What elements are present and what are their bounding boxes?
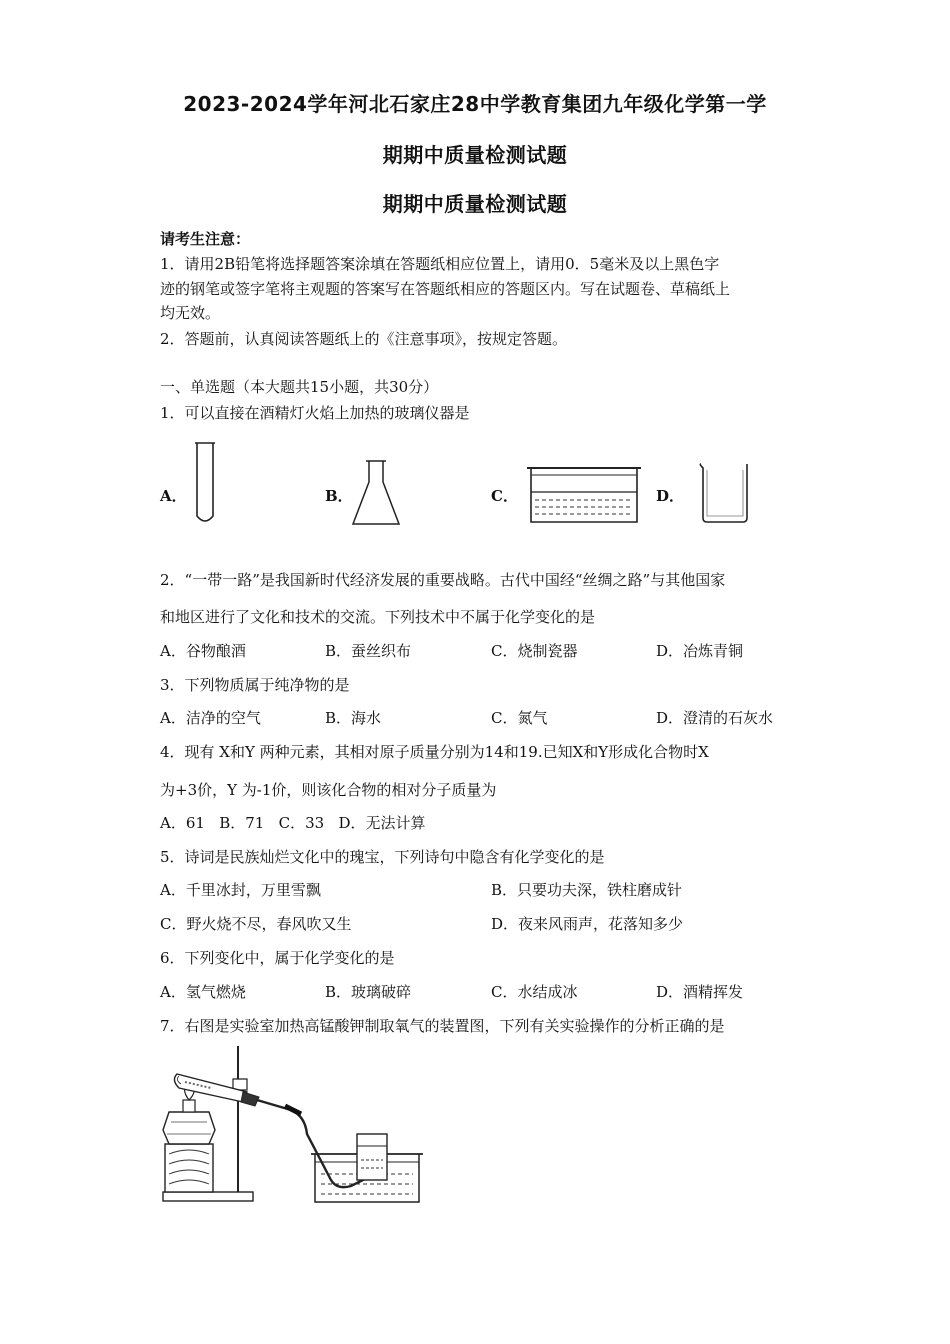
q1-label-c: C． — [491, 487, 518, 505]
notice-item-1-line-1: 1．请用2B铅笔将选择题答案涂填在答题纸相应位置上，请用0．5毫米及以上黑色字 — [160, 255, 720, 273]
q1-label-d: D． — [656, 487, 685, 505]
q7-stem: 7．右图是实验室加热高锰酸钾制取氧气的装置图，下列有关实验操作的分析正确的是 — [160, 1017, 725, 1035]
q4-stem-line-1: 4．现有 X和Y 两种元素，其相对原子质量分别为14和19.已知X和Y形成化合物时X — [160, 743, 709, 761]
q5-option-a: A．千里冰封，万里雪飘 — [160, 881, 321, 899]
q2-option-d: D．冶炼青铜 — [656, 642, 744, 660]
q2-option-c: C．烧制瓷器 — [491, 642, 578, 660]
title-line-3: 期期中质量检测试题 — [382, 192, 568, 216]
q1-stem: 1．可以直接在酒精灯火焰上加热的玻璃仪器是 — [160, 404, 470, 422]
q2-stem-line-1: 2．“一带一路”是我国新时代经济发展的重要战略。古代中国经“丝绸之路”与其他国家 — [160, 571, 726, 589]
notice-item-1-line-2: 迹的钢笔或签字笔将主观题的答案写在答题纸相应的答题区内。写在试题卷、草稿纸上 — [160, 280, 731, 298]
q3-option-b: B．海水 — [325, 709, 382, 727]
q2-stem-line-2: 和地区进行了文化和技术的交流。下列技术中不属于化学变化的是 — [160, 608, 596, 626]
q6-option-c: C．水结成冰 — [491, 983, 578, 1001]
q6-option-a: A．氢气燃烧 — [160, 983, 246, 1001]
notice-item-2: 2．答题前，认真阅读答题纸上的《注意事项》，按规定答题。 — [160, 330, 568, 348]
q4-options: A．61 B．71 C．33 D．无法计算 — [160, 814, 426, 832]
q5-option-c: C．野火烧不尽，春风吹又生 — [160, 915, 352, 933]
notice-heading: 请考生注意： — [160, 230, 251, 248]
conical-flask-icon — [350, 458, 402, 528]
q1-label-b: B． — [325, 487, 353, 505]
q5-option-b: B．只要功夫深，铁柱磨成针 — [491, 881, 683, 899]
oxygen-apparatus-diagram — [155, 1042, 425, 1207]
title-line-2: 期期中质量检测试题 — [382, 143, 568, 167]
notice-item-1-line-3: 均无效。 — [160, 304, 221, 322]
beaker-icon — [697, 460, 753, 526]
q6-option-b: B．玻璃破碎 — [325, 983, 412, 1001]
q3-option-c: C．氮气 — [491, 709, 548, 727]
q2-option-b: B．蚕丝织布 — [325, 642, 412, 660]
q5-stem: 5．诗词是民族灿烂文化中的瑰宝，下列诗句中隐含有化学变化的是 — [160, 848, 605, 866]
q6-stem: 6．下列变化中，属于化学变化的是 — [160, 949, 395, 967]
q1-label-a: A． — [160, 487, 187, 505]
q6-option-d: D．酒精挥发 — [656, 983, 744, 1001]
q3-stem: 3．下列物质属于纯净物的是 — [160, 676, 350, 694]
title-line-1: 2023-2024学年河北石家庄28中学教育集团九年级化学第一学 — [183, 92, 767, 116]
q2-option-a: A．谷物酿酒 — [160, 642, 246, 660]
q3-option-a: A．洁净的空气 — [160, 709, 261, 727]
q4-stem-line-2: 为+3价，Y 为-1价，则该化合物的相对分子质量为 — [160, 781, 497, 799]
q3-option-d: D．澄清的石灰水 — [656, 709, 774, 727]
q5-option-d: D．夜来风雨声，花落知多少 — [491, 915, 684, 933]
section-heading: 一、单选题（本大题共15小题，共30分） — [160, 378, 439, 396]
test-tube-icon — [193, 440, 217, 526]
water-trough-icon — [525, 462, 645, 526]
